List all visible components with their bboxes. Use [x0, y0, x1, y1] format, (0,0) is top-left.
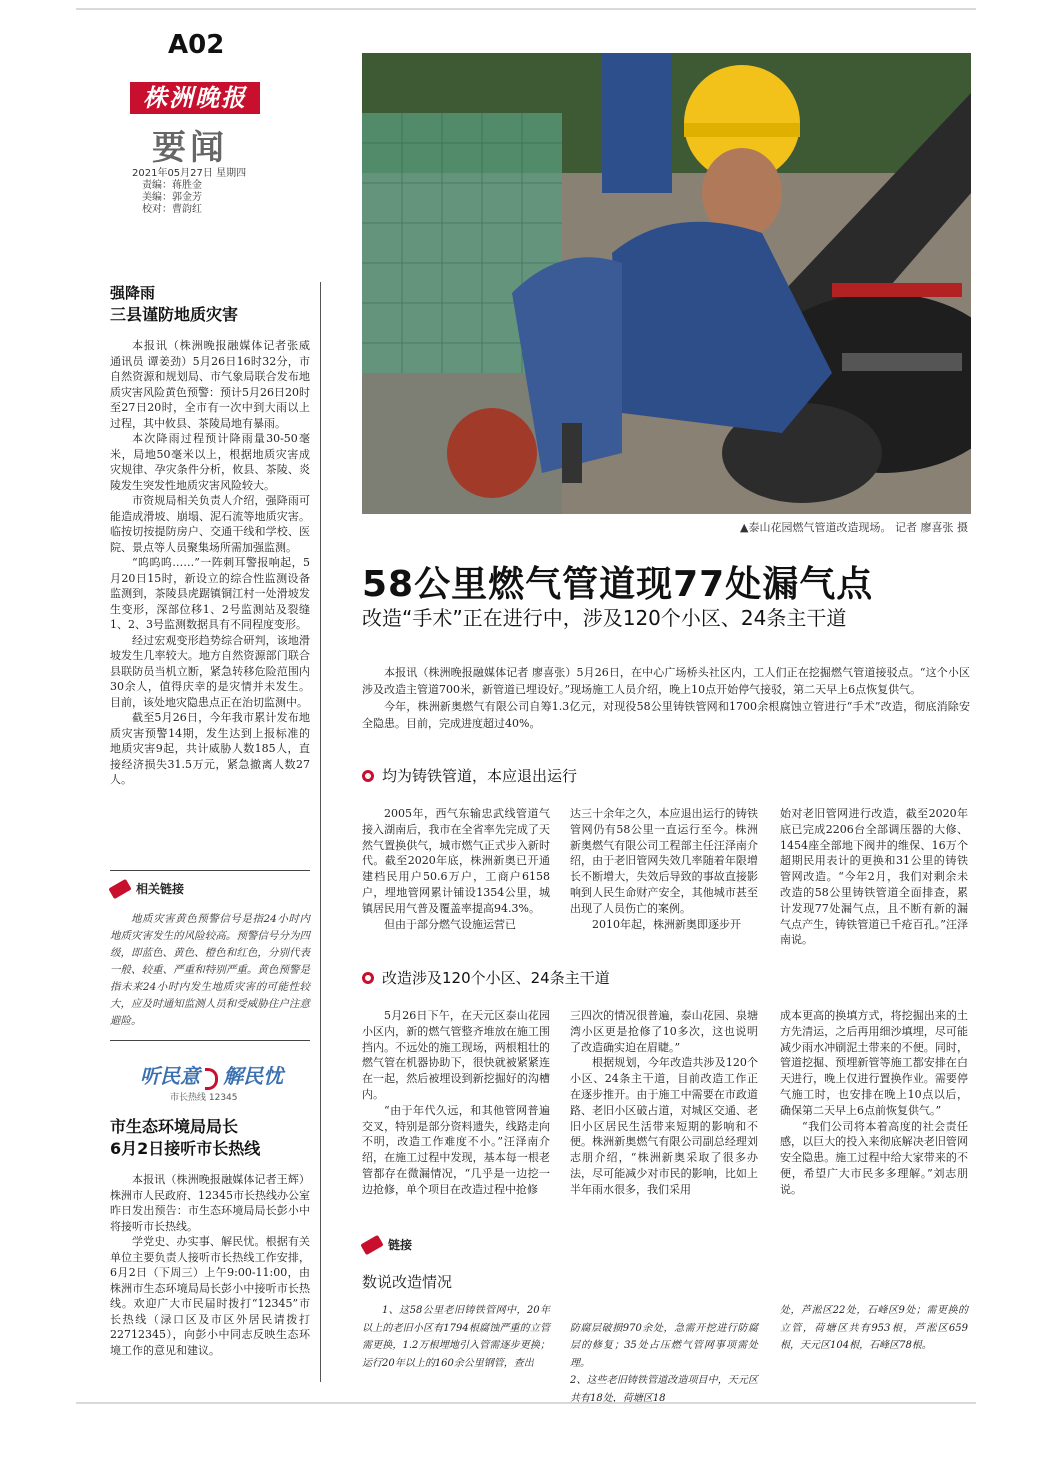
hotline-logo-a: 听民意 [140, 1064, 200, 1088]
column-divider [320, 282, 321, 1382]
section-2-col-3 [780, 1008, 968, 1198]
related-tag-label: 相关链接 [136, 882, 185, 896]
paragraph: 截至5月26日，今年我市累计发布地质灾害预警14期，发生达到上报标准的地质灾害9起，共计威胁人数185人，直接经济损失31.5万元，紧急撤离人数27人。 [110, 711, 310, 786]
newspaper-logo: 株洲晚报 [130, 82, 260, 114]
paragraph: 1、这58公里老旧铸铁管网中，20年以上的老旧小区有1794根腐蚀严重的立管需更换，1.2万根埋地引入管需逐步更换；运行20年以上的160余公里钢管，查出 [362, 1305, 550, 1369]
hotline-logo-b: 解民忧 [223, 1064, 284, 1088]
paragraph: 防腐层破损970余处，急需开挖进行防腐层的修复；35处占压燃气管网事项需处理。 2、这些老旧铸铁管道改造项目中，天元区共有18处，荷塘区18 [570, 1322, 758, 1404]
bullet-ring-icon [362, 770, 374, 782]
paragraph: 2010年起，株洲新奥即逐步开 [592, 917, 741, 931]
proofreader-credit: 校对：曹韵红 [142, 204, 202, 215]
art-editor-credit: 美编：郭金芳 [142, 192, 202, 203]
section-title: 要闻 [152, 128, 228, 168]
link-tag-label: 链接 [388, 1238, 413, 1252]
paragraph: 5月26日下午，在天元区泰山花园小区内，新的燃气管整齐堆放在施工围挡内。不远处的施工现场，两根粗壮的燃气管在机器协助下，很快就被紧紧连在一起，然后被埋设到新挖掘好的沟槽内。 [362, 1009, 550, 1101]
editor-credit: 责编：蒋胜金 [142, 180, 202, 191]
paragraph: 经过宏观变形趋势综合研判，该地滑坡发生几率较大。地方自然资源部门联合县联防员当机立断，紧急转移危险范围内30余人，值得庆幸的是灾情并未发生。目前，该处地灾隐患点正在治切监测中。 [110, 633, 310, 709]
section-1-title: 均为铸铁管道，本应退出运行 [382, 767, 578, 785]
section-2-heading [362, 967, 610, 988]
left-story [110, 282, 310, 788]
paragraph: “呜呜呜……”一阵刺耳警报响起，5月20日15时，新设立的综合性监测设备监测到，茶陵县虎踞镇铜江村一处滑坡发生变形，深部位移1、2号监测站及裂缝1、2、3号监测数据具有不同程度变形。 [110, 556, 310, 631]
related-tag [110, 880, 310, 897]
left-story-body [110, 338, 310, 788]
page-number: A02 [168, 30, 225, 60]
main-headline: 58公里燃气管道现77处漏气点 [362, 564, 874, 605]
paragraph: 本次降雨过程预计降雨量30-50毫米，局地50毫米以上，根据地质灾害成灾规律、孕灾条件分析，攸县、茶陵、炎陵发生突发性地质灾害风险较大。 [110, 432, 310, 492]
link-box-title: 数说改造情况 [362, 1273, 453, 1291]
link-col-2 [570, 1302, 758, 1425]
page-meta [132, 168, 246, 216]
hotline-headline-1: 市生态环境局局长 [110, 1117, 239, 1136]
link-col-3 [780, 1302, 968, 1355]
link-col-1 [362, 1302, 550, 1372]
main-lead [362, 664, 970, 732]
section-rule [110, 1040, 310, 1041]
section-rule [110, 870, 310, 871]
paragraph: 始对老旧管网进行改造，截至2020年底已完成2206台全部调压器的大修、1454座全部地下阀井的维保、16万个超期民用表计的更换和31公里的铸铁管网改造。“今年2月，我们对剩余未改造的58公里铸铁管道全面排查，累计发现77处漏气点，且不断有新的漏气点产生，铸铁管道已千疮百孔。”汪泽南说。 [780, 807, 968, 947]
main-subtitle: 改造“手术”正在进行中，涉及120个小区、24条主干道 [362, 606, 847, 630]
related-box [110, 880, 310, 1030]
section-2-title: 改造涉及120个小区、24条主干道 [382, 969, 610, 987]
paragraph: 本报讯（株洲晚报融媒体记者 廖喜张）5月26日，在中心广场桥头社区内，工人们正在挖掘燃气管道接驳点。“这个小区涉及改造主管道700米，新管道已埋设好。”现场施工人员介绍，晚上10点开始停气接驳，第二天早上6点恢复供气。 [362, 666, 970, 696]
paragraph: 学党史、办实事、解民忧。根据有关单位主要负责人接听市长热线工作安排，6月2日（下周三）上午9:00-11:00，由株洲市生态环境局局长彭小中接听市长热线。欢迎广大市民届时拨打“12345”市长热线（渌口区及市区外居民请拨打22712345），向彭小中同志反映生态环境工作的意见和建议。 [110, 1235, 310, 1357]
section-2-col-2 [570, 1008, 758, 1198]
top-rule [76, 8, 976, 10]
bullet-ring-icon [362, 972, 374, 984]
news-photo [362, 53, 971, 514]
section-2-col-1 [362, 1008, 550, 1198]
paragraph: “由于年代久远，和其他管网普遍交叉，特别是部分资料遗失，线路走向不明，改造工作难度不小。”汪泽南介绍，在施工过程中发现，基本每一根老管都存在微漏情况，“几乎是一边挖一边抢修，单个项目在改造过程中抢修 [362, 1103, 550, 1196]
related-text: 地质灾害黄色预警信号是指24小时内地质灾害发生的风险较高。预警信号分为四级，即蓝色、黄色、橙色和红色，分别代表一般、较重、严重和特别严重。黄色预警是指未来24小时内发生地质灾害的可能性较大，应及时通知监测人员和受威胁住户注意避险。 [110, 913, 310, 1027]
paragraph: 今年，株洲新奥燃气有限公司自筹1.3亿元，对现役58公里铸铁管网和1700余根腐蚀立管进行“手术”改造，彻底消除安全隐患。目前，完成进度超过40%。 [362, 700, 970, 730]
section-1-heading [362, 765, 577, 786]
paragraph: 本报讯（株洲晚报融媒体记者王辉）株洲市人民政府、12345市长热线办公室昨日发出预告：市生态环境局局长彭小中将接听市长热线。 [110, 1173, 310, 1233]
paragraph: 三四次的情况很普遍，泰山花园、泉塘湾小区更是抢修了10多次，这也说明了改造确实迫在眉睫。” [570, 1009, 758, 1054]
paragraph: 根据规划，今年改造共涉及120个小区、24条主干道，目前改造工作正在逐步推开。由于施工中需要在市政道路、老旧小区破占道，对城区交通、老旧小区居民生活带来短期的影响和不便。株洲新奥燃气有限公司副总经理刘志朋介绍，“株洲新奥采取了很多办法，尽可能减少对市民的影响，比如上半年雨水很多，我们采用 [570, 1056, 758, 1196]
paragraph: 达三十余年之久，本应退出运行的铸铁管网仍有58公里一直运行至今。株洲新奥燃气有限公司工程部主任汪泽南介绍，由于老旧管网失效几率随着年限增长不断增大，失效后导致的事故直接影响到人民生命财产安全，其他城市甚至出现了人员伤亡的案例。 [570, 807, 758, 915]
section-1-col-3 [780, 806, 968, 948]
section-1-col-1 [362, 806, 550, 932]
hotline-logo-sub: 市长热线 12345 [170, 1092, 238, 1103]
tag-marker-icon [108, 878, 131, 898]
tag-marker-icon [360, 1234, 383, 1254]
hotline-story [110, 1116, 310, 1358]
left-story-headline-2: 三县谨防地质灾害 [110, 305, 239, 324]
paragraph: 市资规局相关负责人介绍，强降雨可能造成滑坡、崩塌、泥石流等地质灾害。临按切按提防房户、交通干线和学校、医院、景点等人员聚集场所需加强监测。 [110, 494, 310, 554]
phone-icon [205, 1068, 218, 1090]
hotline-body [110, 1172, 310, 1358]
paragraph: “我们公司将本着高度的社会责任感，以巨大的投入来彻底解决老旧管网安全隐患。施工过程中给大家带来的不便，希望广大市民多多理解。”刘志朋说。 [780, 1119, 968, 1196]
photo-caption: ▲泰山花园燃气管道改造现场。 记者 廖喜张 摄 [740, 521, 968, 534]
paragraph: 本报讯（株洲晚报融媒体记者张威 通讯员 谭姜劲）5月26日16时32分，市自然资源和规划局、市气象局联合发布地质灾害风险黄色预警：预计5月26日20时至27日20时，全市有一次中到大雨以上过程，其中攸县、茶陵局地有暴雨。 [110, 339, 310, 430]
left-story-headline-1: 强降雨 [110, 284, 156, 302]
hotline-logo [140, 1060, 300, 1110]
photo-illustration [362, 53, 971, 514]
section-1-col-2 [570, 806, 758, 932]
paragraph: 处，芦淞区22处，石峰区9处；需更换的立管，荷塘区共有953根，芦淞区659根，天元区104根，石峰区78根。 [780, 1305, 968, 1351]
issue-date: 2021年05月27日 星期四 [132, 168, 247, 179]
link-tag [362, 1236, 412, 1253]
bottom-rule [76, 1402, 976, 1404]
paragraph: 2005年，西气东输忠武线管道气接入湖南后，我市在全省率先完成了天然气置换供气，城市燃气正式步入新时代。截至2020年底，株洲新奥已开通建档民用户50.6万户，工商户6158户，埋地管网累计铺设1354公里，城镇居民用气普及覆盖率提高94.3%。 [362, 807, 550, 915]
hotline-headline-2: 6月2日接听市长热线 [110, 1139, 261, 1158]
paragraph: 但由于部分燃气设施运营已 [384, 917, 516, 931]
paragraph: 成本更高的换填方式，将挖掘出来的土方先清运，之后再用细沙填埋，尽可能减少雨水冲刷泥土带来的不便。同时，管道挖掘、预埋新管等施工都安排在白天进行，晚上仅进行置换作业。需要停气施工时，也安排在晚上10点以后，确保第二天早上6点前恢复供气。” [780, 1009, 968, 1117]
